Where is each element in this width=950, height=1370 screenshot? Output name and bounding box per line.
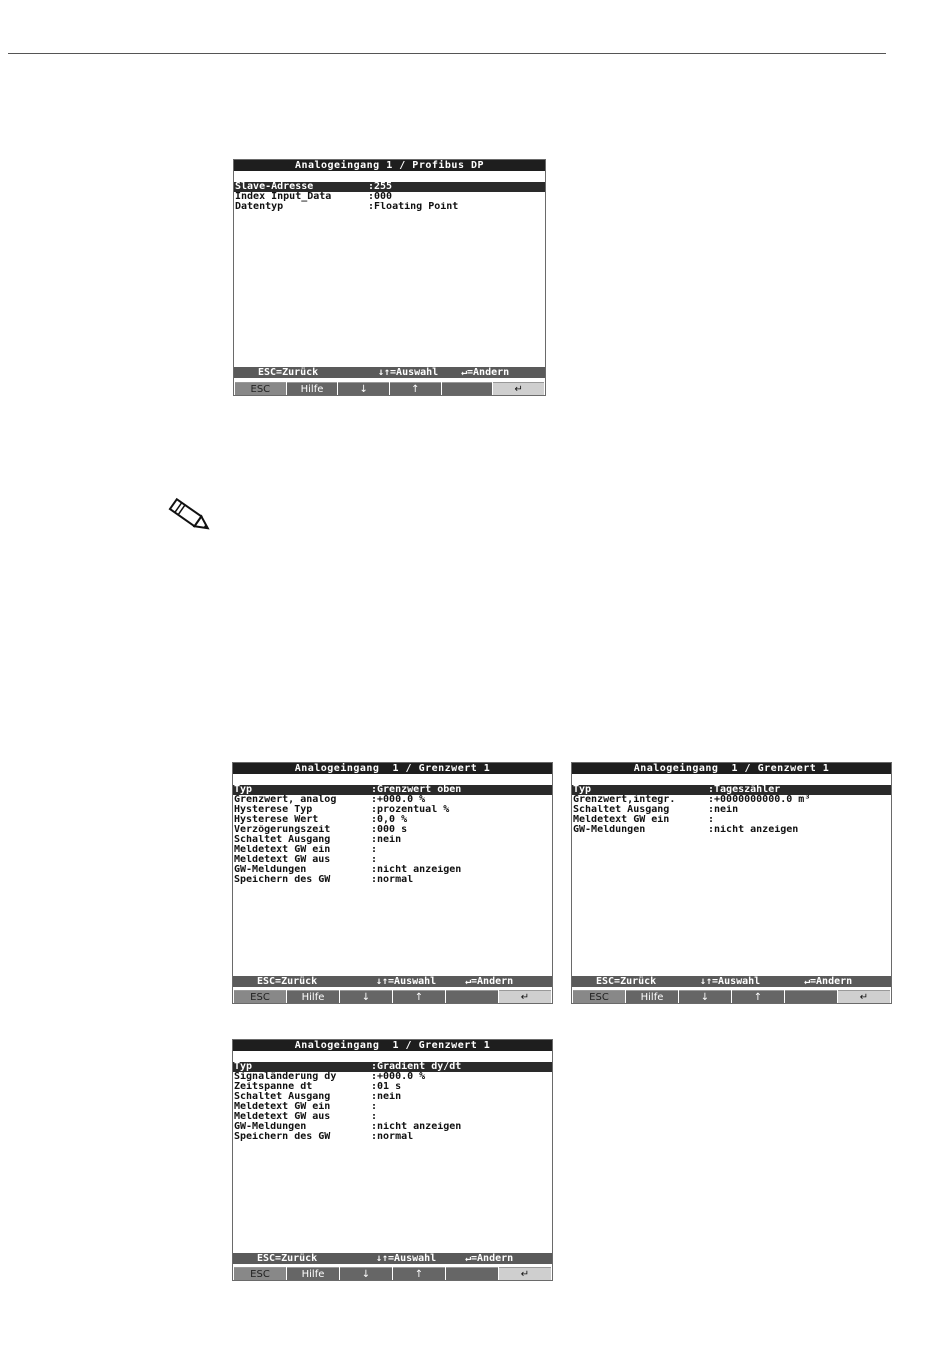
- row-value: :nein: [708, 805, 739, 815]
- row-value: :normal: [371, 1132, 414, 1142]
- status-esc: ESC=Zurück: [257, 976, 318, 987]
- row-value: :Gradient dy/dt: [371, 1062, 462, 1072]
- arrow-down-button[interactable]: ↓: [679, 990, 731, 1003]
- row-limit-analog[interactable]: [233, 795, 552, 805]
- blank-button[interactable]: [446, 990, 498, 1003]
- row-store-gw[interactable]: [233, 875, 552, 885]
- status-esc: ESC=Zurück: [258, 367, 319, 378]
- esc-button[interactable]: ESC: [235, 382, 286, 395]
- row-label: Grenzwert, analog: [234, 795, 337, 805]
- status-bar: [234, 367, 545, 378]
- arrow-down-button[interactable]: ↓: [340, 990, 392, 1003]
- status-change: ↵=Ändern: [804, 976, 853, 987]
- enter-button[interactable]: ↵: [499, 990, 551, 1003]
- row-type[interactable]: [233, 785, 552, 795]
- row-signal-change[interactable]: [233, 1072, 552, 1082]
- esc-button[interactable]: ESC: [573, 990, 625, 1003]
- blank-button[interactable]: [785, 990, 837, 1003]
- row-type[interactable]: [572, 785, 891, 795]
- row-label: Slave-Adresse: [235, 182, 314, 192]
- row-value: :: [371, 845, 378, 855]
- screen-title: Analogeingang 1 / Grenzwert 1: [233, 763, 552, 774]
- screen-title: Analogeingang 1 / Grenzwert 1: [572, 763, 891, 774]
- status-select: ↓↑=Auswahl: [376, 976, 437, 987]
- status-bar: [233, 976, 552, 987]
- row-value: :: [371, 855, 378, 865]
- page-top-rule: [8, 53, 886, 54]
- row-label: Speichern des GW: [234, 875, 331, 885]
- enter-button[interactable]: ↵: [499, 1267, 551, 1280]
- row-value: :: [708, 815, 715, 825]
- row-value: :prozentual %: [371, 805, 450, 815]
- row-label: Typ: [234, 1062, 253, 1072]
- row-value: :01 s: [371, 1082, 402, 1092]
- arrow-down-button[interactable]: ↓: [340, 1267, 392, 1280]
- screen-limit-upper: [232, 762, 553, 1004]
- row-label: Zeitspanne dt: [234, 1082, 313, 1092]
- row-time-span[interactable]: [233, 1082, 552, 1092]
- parameter-list: [233, 785, 552, 885]
- row-value: :+000.0 %: [371, 1072, 426, 1082]
- status-change: ↵=Ändern: [465, 1253, 514, 1264]
- row-value: :nein: [371, 835, 402, 845]
- row-label: Verzögerungszeit: [234, 825, 331, 835]
- row-message-off[interactable]: [233, 855, 552, 865]
- help-button[interactable]: Hilfe: [287, 1267, 339, 1280]
- row-label: Typ: [234, 785, 253, 795]
- row-value: :: [371, 1112, 378, 1122]
- help-button[interactable]: Hilfe: [287, 382, 338, 395]
- screen-title: Analogeingang 1 / Profibus DP: [234, 160, 545, 171]
- row-label: Schaltet Ausgang: [234, 835, 331, 845]
- screen-limit-daily: [571, 762, 892, 1004]
- row-value: :: [371, 1102, 378, 1112]
- row-label: Index Input_Data: [235, 192, 332, 202]
- row-gw-messages[interactable]: [233, 1122, 552, 1132]
- row-message-on[interactable]: [233, 845, 552, 855]
- row-value: :Floating Point: [368, 202, 459, 212]
- status-esc: ESC=Zurück: [257, 1253, 318, 1264]
- row-value: :nicht anzeigen: [708, 825, 799, 835]
- enter-button[interactable]: ↵: [493, 382, 544, 395]
- row-index-input-data[interactable]: [234, 192, 545, 202]
- row-label: GW-Meldungen: [573, 825, 646, 835]
- row-message-on[interactable]: [572, 815, 891, 825]
- row-delay[interactable]: [233, 825, 552, 835]
- arrow-up-button[interactable]: ↑: [393, 990, 445, 1003]
- status-select: ↓↑=Auswahl: [376, 1253, 437, 1264]
- row-store-gw[interactable]: [233, 1132, 552, 1142]
- enter-button[interactable]: ↵: [838, 990, 890, 1003]
- blank-button[interactable]: [442, 382, 493, 395]
- esc-button[interactable]: ESC: [234, 1267, 286, 1280]
- status-bar: [233, 1253, 552, 1264]
- row-label: Meldetext GW ein: [573, 815, 670, 825]
- row-switch-output[interactable]: [233, 835, 552, 845]
- row-switch-output[interactable]: [233, 1092, 552, 1102]
- function-key-bar: [234, 382, 545, 395]
- row-label: GW-Meldungen: [234, 865, 307, 875]
- row-label: Signaländerung dy: [234, 1072, 337, 1082]
- status-esc: ESC=Zurück: [596, 976, 657, 987]
- row-label: Meldetext GW ein: [234, 845, 331, 855]
- row-value: :+0000000000.0 m³: [708, 795, 811, 805]
- row-message-off[interactable]: [233, 1112, 552, 1122]
- row-value: :nicht anzeigen: [371, 865, 462, 875]
- row-value: :000: [368, 192, 393, 202]
- row-label: Schaltet Ausgang: [234, 1092, 331, 1102]
- parameter-list: [234, 182, 545, 212]
- row-label: Speichern des GW: [234, 1132, 331, 1142]
- arrow-up-button[interactable]: ↑: [393, 1267, 445, 1280]
- function-key-bar: [572, 990, 891, 1003]
- row-label: Datentyp: [235, 202, 284, 212]
- row-value: :000 s: [371, 825, 408, 835]
- row-label: Hysterese Typ: [234, 805, 313, 815]
- row-label: Hysterese Wert: [234, 815, 319, 825]
- row-datatype[interactable]: [234, 202, 545, 212]
- screen-title: Analogeingang 1 / Grenzwert 1: [233, 1040, 552, 1051]
- status-change: ↵=Ändern: [465, 976, 514, 987]
- row-value: :+000.0 %: [371, 795, 426, 805]
- row-label: Schaltet Ausgang: [573, 805, 670, 815]
- status-select: ↓↑=Auswahl: [378, 367, 439, 378]
- row-value: :0,0 %: [371, 815, 408, 825]
- parameter-list: [572, 785, 891, 835]
- row-hysteresis-value[interactable]: [233, 815, 552, 825]
- help-button[interactable]: Hilfe: [287, 990, 339, 1003]
- status-change: ↵=Ändern: [461, 367, 510, 378]
- row-value: :normal: [371, 875, 414, 885]
- row-label: Typ: [573, 785, 592, 795]
- row-label: Meldetext GW aus: [234, 1112, 331, 1122]
- row-switch-output[interactable]: [572, 805, 891, 815]
- row-gw-messages[interactable]: [233, 865, 552, 875]
- row-value: :nicht anzeigen: [371, 1122, 462, 1132]
- row-message-on[interactable]: [233, 1102, 552, 1112]
- row-type[interactable]: [233, 1062, 552, 1072]
- row-label: Meldetext GW aus: [234, 855, 331, 865]
- arrow-down-button[interactable]: ↓: [338, 382, 389, 395]
- status-bar: [572, 976, 891, 987]
- row-value: :Grenzwert oben: [371, 785, 462, 795]
- row-slave-address[interactable]: [234, 182, 545, 192]
- blank-button[interactable]: [446, 1267, 498, 1280]
- function-key-bar: [233, 1267, 552, 1280]
- function-key-bar: [233, 990, 552, 1003]
- help-button[interactable]: Hilfe: [626, 990, 678, 1003]
- arrow-up-button[interactable]: ↑: [732, 990, 784, 1003]
- parameter-list: [233, 1062, 552, 1142]
- arrow-up-button[interactable]: ↑: [390, 382, 441, 395]
- row-hysteresis-type[interactable]: [233, 805, 552, 815]
- pencil-note-icon: [165, 497, 215, 537]
- row-value: :255: [368, 182, 393, 192]
- row-label: Meldetext GW ein: [234, 1102, 331, 1112]
- esc-button[interactable]: ESC: [234, 990, 286, 1003]
- screen-limit-gradient: [232, 1039, 553, 1281]
- screen-profibus: [233, 159, 546, 396]
- row-value: :Tageszähler: [708, 785, 781, 795]
- row-gw-messages[interactable]: [572, 825, 891, 835]
- row-label: GW-Meldungen: [234, 1122, 307, 1132]
- row-label: Grenzwert,integr.: [573, 795, 676, 805]
- status-select: ↓↑=Auswahl: [700, 976, 761, 987]
- row-value: :nein: [371, 1092, 402, 1102]
- row-limit-integral[interactable]: [572, 795, 891, 805]
